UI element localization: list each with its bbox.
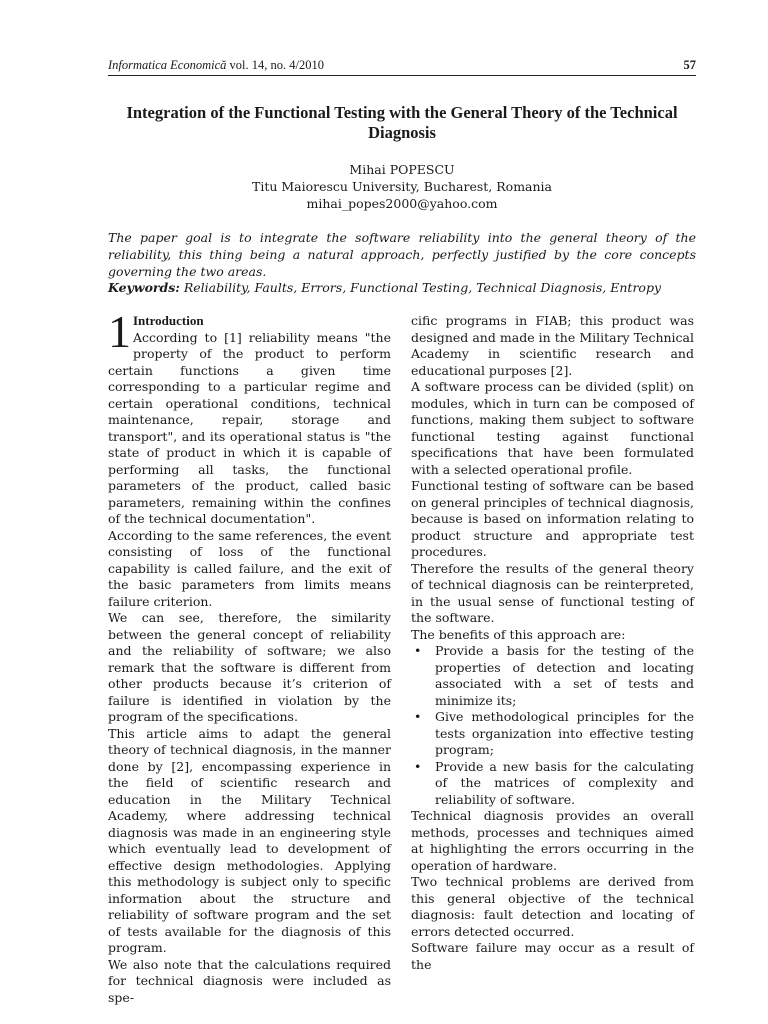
list-item-text: Provide a new basis for the calculating of the matrices of complexity and reliability of software. [435, 758, 694, 807]
paragraph: Two technical problems are derived from this general objective of the technical diagnosis: fault detection and locating of errors detected occurred. [411, 874, 694, 939]
abstract: The paper goal is to integrate the software reliability into the general theory of the reliability, this thing being a natural approach, perfectly justified by the core concepts governing the two areas. [108, 230, 696, 279]
author-name: Mihai POPESCU [349, 162, 455, 177]
paragraph: A software process can be divided (split) on modules, which in turn can be composed of functions, making them subject to software functional testing against functional specifications that have been formulated with a selected operational profile. [411, 379, 694, 477]
left-column [108, 306, 391, 1006]
right-column [411, 313, 694, 973]
paragraph: cific programs in FIAB; this product was designed and made in the Military Technical Academy in scientific research and educational purposes [2]. [411, 313, 694, 378]
paragraph: Software failure may occur as a result of the [411, 940, 694, 972]
keywords-label: Keywords: [108, 280, 180, 295]
benefits-list [411, 643, 694, 808]
paragraph: Therefore the results of the general theory of technical diagnosis can be reinterpreted, in the usual sense of functional testing of the software. [411, 560, 694, 625]
list-item [411, 759, 694, 809]
paragraph: According to the same references, the event consisting of loss of the functional capability is called failure, and the exit of the basic parameters from limits means failure criterion. [108, 527, 391, 609]
list-item-text: Give methodological principles for the tests organization into effective testing program; [435, 709, 694, 757]
paper-title: Integration of the Functional Testing with the General Theory of the Technical Diagnosis [126, 103, 678, 142]
author-email: mihai_popes2000@yahoo.com [306, 196, 498, 211]
paragraph: This article aims to adapt the general theory of technical diagnosis, in the manner done by [2], encompassing experience in the field of scientific research and education in the Military Technical Academy, where addressing technical diagnosis was made in an engineering style which eventually lead to development of effective design methodologies. Applying this methodology is subject only to specific information about the structure and reliability of software program and the set of tests available for the diagnosis of this program. [108, 725, 391, 955]
paragraph: We can see, therefore, the similarity between the general concept of reliability and the reliability of software; we also remark that the software is different from other products because it’s criterion of failure is identified in violation by the program of the specifications. [108, 610, 391, 724]
bullet-icon: • [414, 758, 422, 774]
keywords [108, 279, 696, 296]
paragraph: Technical diagnosis provides an overall methods, processes and techniques aimed at highlighting the errors occurring in the operation of hardware. [411, 808, 694, 873]
paragraph: According to [1] reliability means "the property of the product to perform certain functions a given time corresponding to a particular regime and certain operational conditions, technical maintenance, repair, storage and transport", and its operational status is "the state of product in which it is capable of performing all tasks, the functional parameters of the product, called basic parameters, remaining within the confines of the technical documentation". [108, 329, 391, 526]
list-item-text: Provide a basis for the testing of the properties of detection and locating associated with a set of tests and minimize its; [435, 643, 694, 708]
paragraph: The benefits of this approach are: [411, 626, 626, 642]
list-item [411, 709, 694, 759]
author-block [108, 161, 696, 212]
running-header [108, 58, 696, 74]
journal-volume: vol. 14, no. 4/2010 [229, 58, 324, 72]
paragraph: Functional testing of software can be based on general principles of technical diagnosis, because is based on information relating to product structure and appropriate test procedures. [411, 478, 694, 559]
section-number: 1 [108, 306, 131, 357]
section-title: Introduction [133, 313, 204, 328]
bullet-icon: • [414, 643, 422, 658]
page-number: 57 [683, 58, 696, 72]
paragraph: We also note that the calculations required for technical diagnosis were included as spe- [108, 956, 391, 1005]
journal-name: Informatica Economică [108, 58, 227, 72]
header-rule [108, 75, 696, 76]
author-affiliation: Titu Maiorescu University, Bucharest, Romania [251, 179, 552, 194]
bullet-icon: • [414, 709, 422, 724]
keywords-text: Reliability, Faults, Errors, Functional Testing, Technical Diagnosis, Entropy [183, 280, 662, 295]
list-item [411, 643, 694, 709]
